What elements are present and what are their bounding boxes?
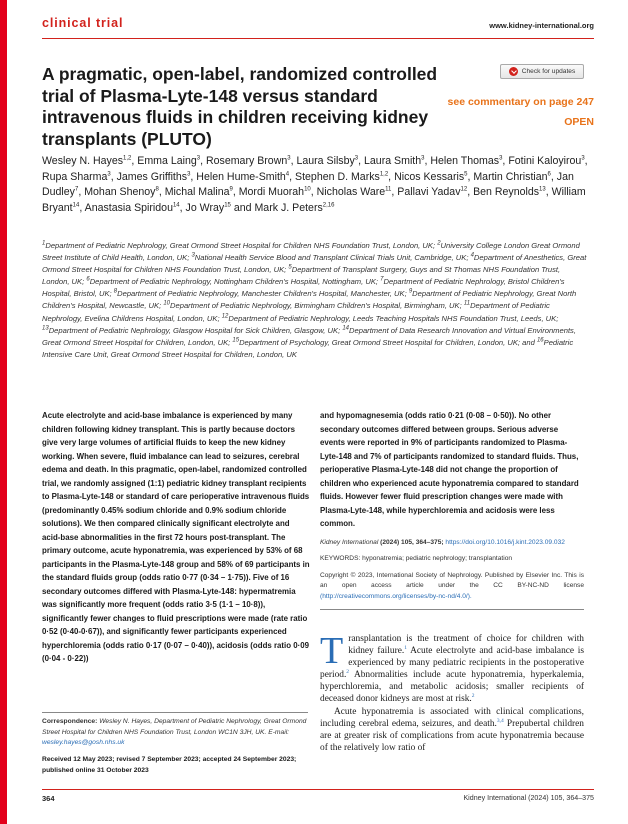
right-column-rule [320,609,584,610]
author-affiliation-ref: 3 [107,171,111,178]
author-affiliation-ref: 14 [72,202,80,209]
author-list: Wesley N. Hayes$^{1,2}$, Emma Laing$^3$, Rosemary Brown$^3$, Laura Silsby$^3$, Laura Smith$^3$, Helen Thomas$^3$, Fotini Kaloyirou$^3$, Rupa Sharma$^3$, James Griffiths$^3$, Helen Hume-Smith$^4$, Stephen D. Marks$^{1,2}$, Nicos Kessaris$^5$, Martin Christian$^6$, Jan Dudley$^7$, Mohan Shenoy$^8$, Michal Malina$^9$, Mordi Muorah$^{10}$, Nicholas Ware$^{11}$, Pallavi Yadav$^{12}$, Ben Reynolds$^{13}$, William Bryant$^{14}$, Anastasia Spiridou$^{14}$, Jo Wray$^{15}$ and Mark J. Peters$^{2,16}$ [42,155,588,214]
ref-link[interactable]: 1 [404,644,407,651]
author-name: Helen Thomas [430,155,500,167]
author-name: Michal Malina [164,186,230,199]
author-name: Nicos Kessaris [394,170,465,183]
intro-paragraph-1 [320,630,584,706]
affiliation-text: Department of Pediatric Nephrology, Manchester Children's Hospital, Manchester, UK; [117,289,407,299]
footer-citation: Kidney International (2024) 105, 364–375 [463,794,594,802]
ref-link[interactable]: 2 [346,669,350,676]
author-name: Jan Dudley [42,170,574,199]
intro-paragraph-2 [320,706,584,754]
affiliation-number: 6 [86,276,90,283]
keywords: KEYWORDS: hyponatremia; pediatric nephrology; transplantation [320,555,513,562]
affiliation-number: 10 [163,300,171,307]
left-column-rule [42,712,308,713]
article-title: A pragmatic, open-label, randomized controlled trial of Plasma-Lyte-148 versus standard intravenous fluids in children receiving kidney transplants (PLUTO) [42,64,438,149]
ref-link[interactable]: 2 [471,693,475,700]
author-name: Pallavi Yadav [397,186,461,199]
author-affiliation-ref: 15 [224,202,231,209]
commentary-link[interactable]: see commentary on page 247 [447,96,594,108]
citation-volume: (2024) 105, 364–375; [380,538,444,546]
check-updates-label: Check for updates [521,68,576,75]
correspondence-label: Correspondence: [42,718,98,725]
introduction-text [320,630,584,754]
affiliation-text: Department of Pediatric Nephrology, Evelina Childrens Hospital, London, UK; [42,301,550,323]
email-link[interactable]: wesley.hayes@gosh.nhs.uk [42,739,125,747]
affiliation-text: Pediatric Intensive Care Unit, Great Ormond Street Hospital for Children, London, UK [42,337,574,359]
author-affiliation-ref: 3 [581,155,585,162]
affiliation-number: 5 [288,264,292,271]
footer-rule [42,789,594,790]
affiliation-number: 12 [221,313,229,320]
header-rule [42,38,594,39]
author-affiliation-ref: 11 [385,186,392,193]
author-name: Wesley N. Hayes [42,155,124,167]
author-name: Mohan Shenoy [84,186,156,199]
affiliation-text: Department of Pediatric Nephrology, Great North Children's Hospital, Newcastle, UK; [42,289,577,311]
citation-journal: Kidney International [320,538,379,546]
author-name: Nicholas Ware [316,186,386,199]
author-name: William Bryant [42,186,586,214]
intro-p1-a: ransplantation is the treatment of choice for children with kidney failure. [348,634,584,657]
author-name: Stephen D. Marks [295,170,380,183]
author-name: Rosemary Brown [206,155,288,167]
author-affiliation-ref: 14 [172,202,180,209]
affiliation-number: 13 [42,325,49,332]
doi-link[interactable]: https://doi.org/10.1016/j.kint.2023.09.032 [445,538,565,546]
author-affiliation-ref: 3 [499,155,503,162]
affiliation-text: Department of Transplant Surgery, Guys and St Thomas NHS Foundation Trust, London, UK; [42,265,561,287]
affiliation-number: 1 [42,240,46,247]
author-name: Jo Wray [185,201,225,214]
author-affiliation-ref: 7 [74,186,79,193]
author-affiliation-ref: 3 [354,155,359,162]
author-affiliation-ref: 1,2 [123,155,132,162]
author-affiliation-ref: 13 [539,186,546,193]
author-affiliation-ref: 3 [287,155,291,162]
copyright-notice [320,571,584,603]
intro-p2-a: Acute hyponatremia is associated with clinical complications, including cerebral edema, seizures, and death. [320,706,584,729]
citation [320,538,584,549]
author-name: Laura Silsby [296,155,355,167]
author-name: Martin Christian [473,170,548,183]
intro-p1-c: Abnormalities include acute hyponatremia, hyperkalemia, hyperchloremia, and metabolic acidosis; smaller recipients of deceased donor kidneys are most at risk. [320,670,584,705]
affiliation-text: Department of Anesthetics, Great Ormond Street Hospital for Children NHS Foundation Trust, London, UK; [42,253,587,275]
abstract-left-column [42,409,310,666]
affiliation-text: Department of Pediatric Nephrology, Glasgow Hospital for Sick Children, Glasgow, UK; [48,325,341,335]
author-conjunction: and [233,201,252,214]
author-name: Rupa Sharma [42,170,108,183]
author-name: Mordi Muorah [238,186,305,199]
author-affiliation-ref: 8 [155,186,159,193]
author-affiliation-ref: 2,16 [322,202,335,209]
affiliation-number: 3 [191,252,195,259]
author-name: Emma Laing [137,155,197,167]
author-affiliation-ref: 9 [229,186,233,193]
affiliation-number: 14 [342,325,350,332]
copyright-text: Copyright © 2023, International Society of Nephrology. Published by Elsevier Inc. This is an open access article under the CC BY-NC-ND license [320,571,584,589]
author-name: Anastasia Spiridou [84,201,173,214]
affiliation-text: Department of Pediatric Nephrology, Leeds Teaching Hospitals NHS Foundation Trust, Leeds, UK; [228,313,559,323]
affiliation-text: Department of Pediatric Nephrology, Nottingham Children's Hospital, Nottingham, UK; [89,277,379,287]
open-access-badge: OPEN [564,116,594,128]
author-affiliation-ref: 5 [464,171,468,178]
affiliation-number: 15 [232,337,240,344]
drop-cap: T [320,630,344,672]
abstract-text: Acute electrolyte and acid-base imbalance is experienced by many children following kidney transplant. This is partly because doctors give very large volumes of artificial fluids to keep the new kidney working. When severe, fluid imbalance can lead to seizures, cerebral edema and death. In this pragmatic, open-label, randomized controlled trial, we randomly assigned (1:1) pediatric kidney transplant recipients to Plasma-Lyte-148 or standard of care perioperative intravenous fluids (predominantly 0.45% sodium chloride and 0.9% sodium chloride solutions). We then compared clinically significant electrolyte and acid-base abnormalities in the first 72 hours post-transplant. The primary outcome, acute hyponatremia, was experienced by 53% of 68 participants in the Plasma-Lyte-148 group and 58% of 69 participants in the standard fluids group (odds ratio 0·77 (0·34 – 1·75)). Five of 16 secondary outcomes differed with Plasma-Lyte-148: hypermatremia was significantly more frequent (odds ratio 3·5 (1·1 – 10·8)), significantly fewer changes to fluid prescriptions were made (rate ratio 0·52 (0·40-0·67)), and significantly fewer participants experienced hyperchloremia (odds ratio 0·17 (0·07 – 0·40)), acidosis (odds ratio 0·09 (0·04 - 0·22)) [42,411,310,663]
affiliation-number: 7 [380,276,384,283]
author-affiliation-ref: 4 [285,171,290,178]
author-name: Laura Smith [364,155,422,167]
affiliation-text: Department of Pediatric Nephrology, Bristol Children's Hospital, Bristol, UK; [42,277,565,299]
affiliation-list [42,240,588,361]
check-updates-icon [509,67,518,76]
author-affiliation-ref: 10 [304,186,311,193]
author-affiliation-ref: 3 [421,155,425,162]
author-name: James Griffiths [116,170,188,183]
author-affiliation-ref: 3 [187,171,191,178]
page-number: 364 [42,794,55,803]
correspondence-text: Wesley N. Hayes, Department of Pediatric Nephrology, Great Ormond Street Hospital for Children NHS Foundation Trust, London WC1N 3JH, UK. E-mail: [42,718,307,736]
abstract-continuation: and hypomagnesemia (odds ratio 0·21 (0·08 – 0·50)). No other secondary outcomes differed between groups. Serious adverse events were reported in 9% of participants randomized to Plasma-Lyte-148 and 7% of participants randomized to standard fluids. Thus, perioperative Plasma-Lyte-148 did not change the proportion of children who experienced acute hyponatremia compared to standard fluids. However fewer fluid prescription changes were made with Plasma-Lyte-148, while hyperchloremia and acidosis were less common. [320,411,579,528]
author-affiliation-ref: 3 [196,155,201,162]
affiliation-number: 16 [536,337,544,344]
intro-p1-b: Acute electrolyte and acid-base imbalance is experienced by many pediatric recipients in the postoperative period. [320,646,584,681]
affiliation-text: Department of Psychology, Great Ormond Street Hospital for Children, London, UK; and [239,337,535,347]
affiliation-text: Department of Pediatric Nephrology, Great Ormond Street Hospital for Children NHS Foundation Trust, London, UK; [45,241,436,250]
author-affiliation-ref: 1,2 [379,171,389,178]
check-updates-button[interactable] [500,64,584,79]
author-name: Mark J. Peters [254,201,323,214]
section-label: clinical trial [42,16,124,30]
affiliation-number: 4 [470,252,474,259]
left-accent-bar [0,0,7,824]
affiliation-text: Department of Data Research Innovation and Virtual Environments, Great Ormond Street Hospital for Children, London, UK; [42,325,576,347]
received-dates: Received 12 May 2023; revised 7 September 2023; accepted 24 September 2023; published online 31 October 2023 [42,756,297,774]
affiliation-number: 9 [408,288,413,295]
license-link[interactable]: (http://creativecommons.org/licenses/by-nc-nd/4.0/). [320,592,472,600]
affiliation-text: University College London Great Ormond Street Institute of Child Health, London, UK; [42,241,580,263]
author-name: Fotini Kaloyirou [508,155,582,167]
site-url-link[interactable]: www.kidney-international.org [489,21,594,30]
author-affiliation-ref: 12 [460,186,468,193]
affiliation-number: 8 [113,288,118,295]
abstract-right-column [320,409,584,602]
affiliation-text: National Health Service Blood and Transplant Clinical Trials Unit, Cambridge, UK; [194,253,469,263]
author-name: Ben Reynolds [473,186,540,199]
affiliation-text: Department of Pediatric Nephrology, Birmingham Children's Hospital, Birmingham, UK; [170,301,462,311]
author-name: Helen Hume-Smith [196,170,286,183]
affiliation-number: 11 [463,300,471,307]
author-affiliation-ref: 6 [547,171,551,178]
intro-p2-b: Prepubertal children are at greater risk of complications from acute hyponatremia because of the relatively low ratio of [320,718,584,753]
affiliation-number: 2 [437,240,441,247]
ref-link[interactable]: 3,4 [496,717,504,724]
correspondence [42,717,308,749]
